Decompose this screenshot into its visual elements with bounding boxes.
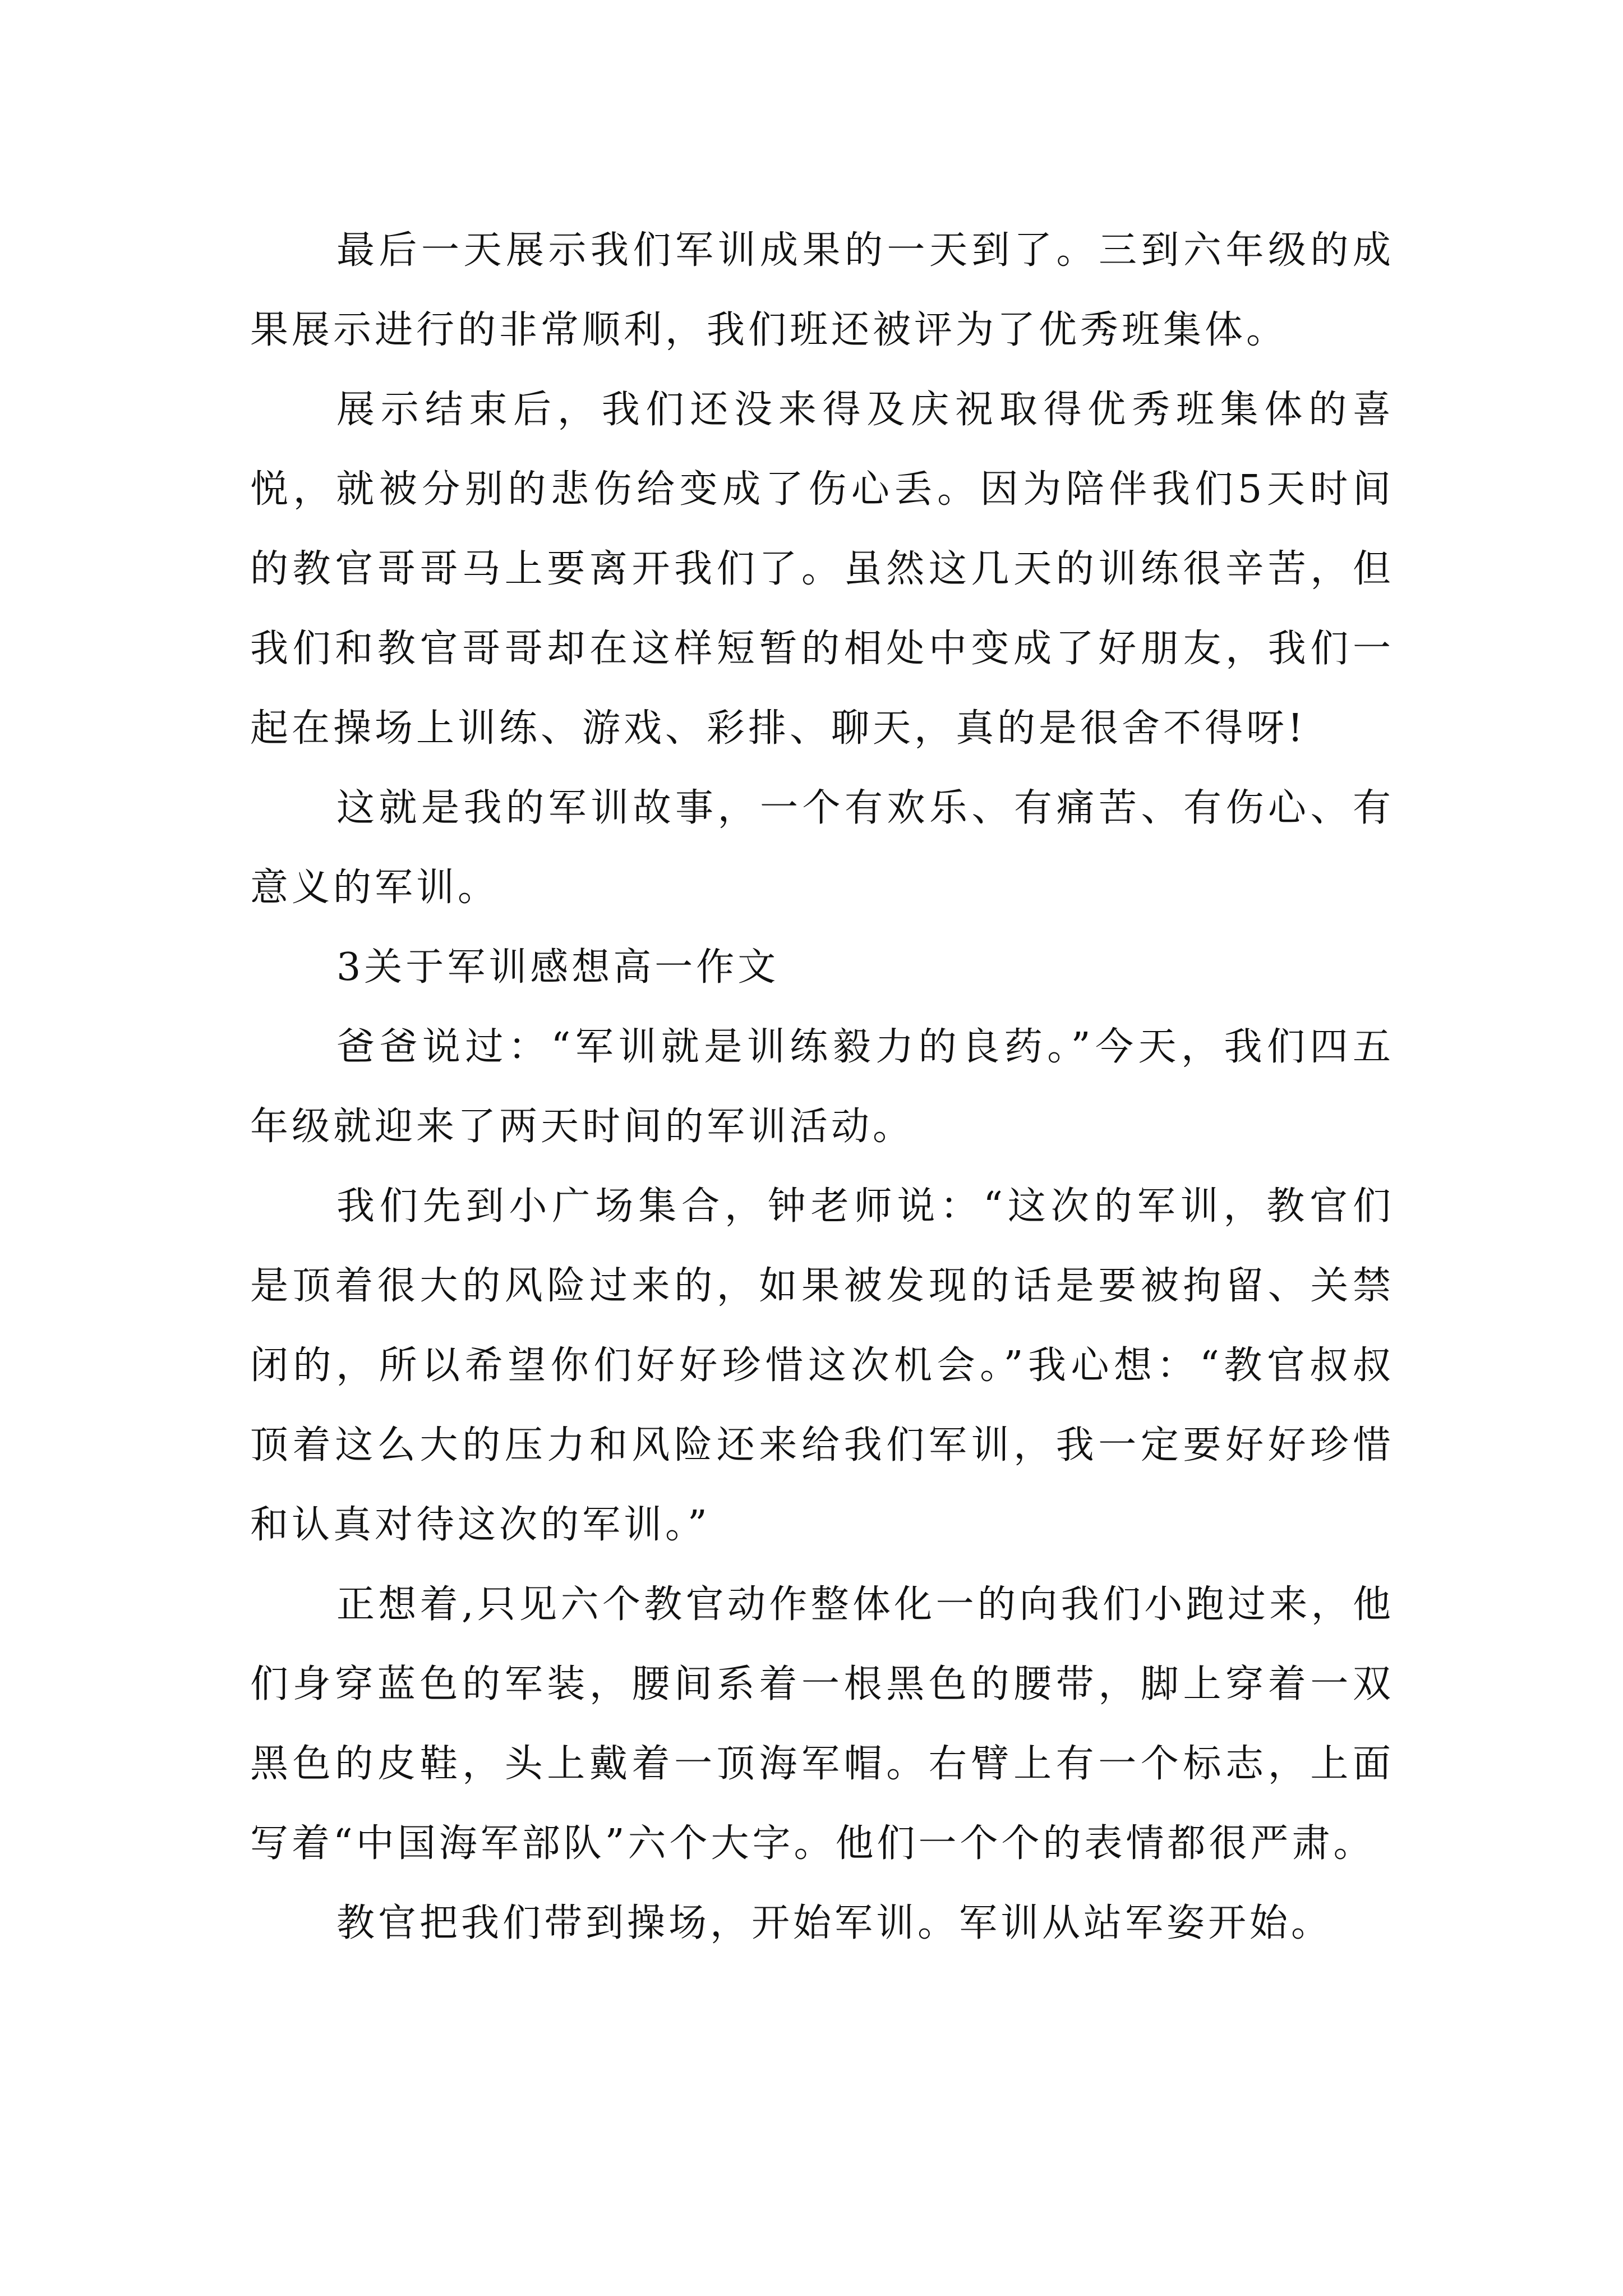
paragraph-3: 这就是我的军训故事，一个有欢乐、有痛苦、有伤心、有意义的军训。	[250, 786, 1394, 910]
paragraph-6: 正想着,只见六个教官动作整体化一的向我们小跑过来，他们身穿蓝色的军装，腰间系着一根黑色的腰带，脚上穿着一双黑色的皮鞋，头上戴着一顶海军帽。右臂上有一个标志，上面写着“中国海军部队”六个大字。他们一个个的表情都很严肃。	[250, 1582, 1394, 1866]
paragraph-4: 爸爸说过：“军训就是训练毅力的良药。”今天，我们四五年级就迎来了两天时间的军训活动。	[250, 1025, 1394, 1149]
section-heading: 3关于军训感想高一作文	[336, 945, 780, 990]
paragraph-5: 我们先到小广场集合，钟老师说：“这次的军训，教官们是顶着很大的风险过来的，如果被发现的话是要被拘留、关禁闭的，所以希望你们好好珍惜这次机会。”我心想：“教官叔叔顶着这么大的压力和风险还来给我们军训，我一定要好好珍惜和认真对待这次的军训。”	[250, 1184, 1394, 1547]
document-body	[250, 211, 1394, 1963]
paragraph-1: 最后一天展示我们军训成果的一天到了。三到六年级的成果展示进行的非常顺利，我们班还被评为了优秀班集体。	[250, 228, 1394, 352]
paragraph-2: 展示结束后，我们还没来得及庆祝取得优秀班集体的喜悦，就被分别的悲伤给变成了伤心丢。因为陪伴我们5天时间的教官哥哥马上要离开我们了。虽然这几天的训练很辛苦，但我们和教官哥哥却在这样短暂的相处中变成了好朋友，我们一起在操场上训练、游戏、彩排、聊天，真的是很舍不得呀!	[250, 388, 1394, 751]
paragraph-7: 教官把我们带到操场，开始军训。军训从站军姿开始。	[336, 1901, 1333, 1945]
